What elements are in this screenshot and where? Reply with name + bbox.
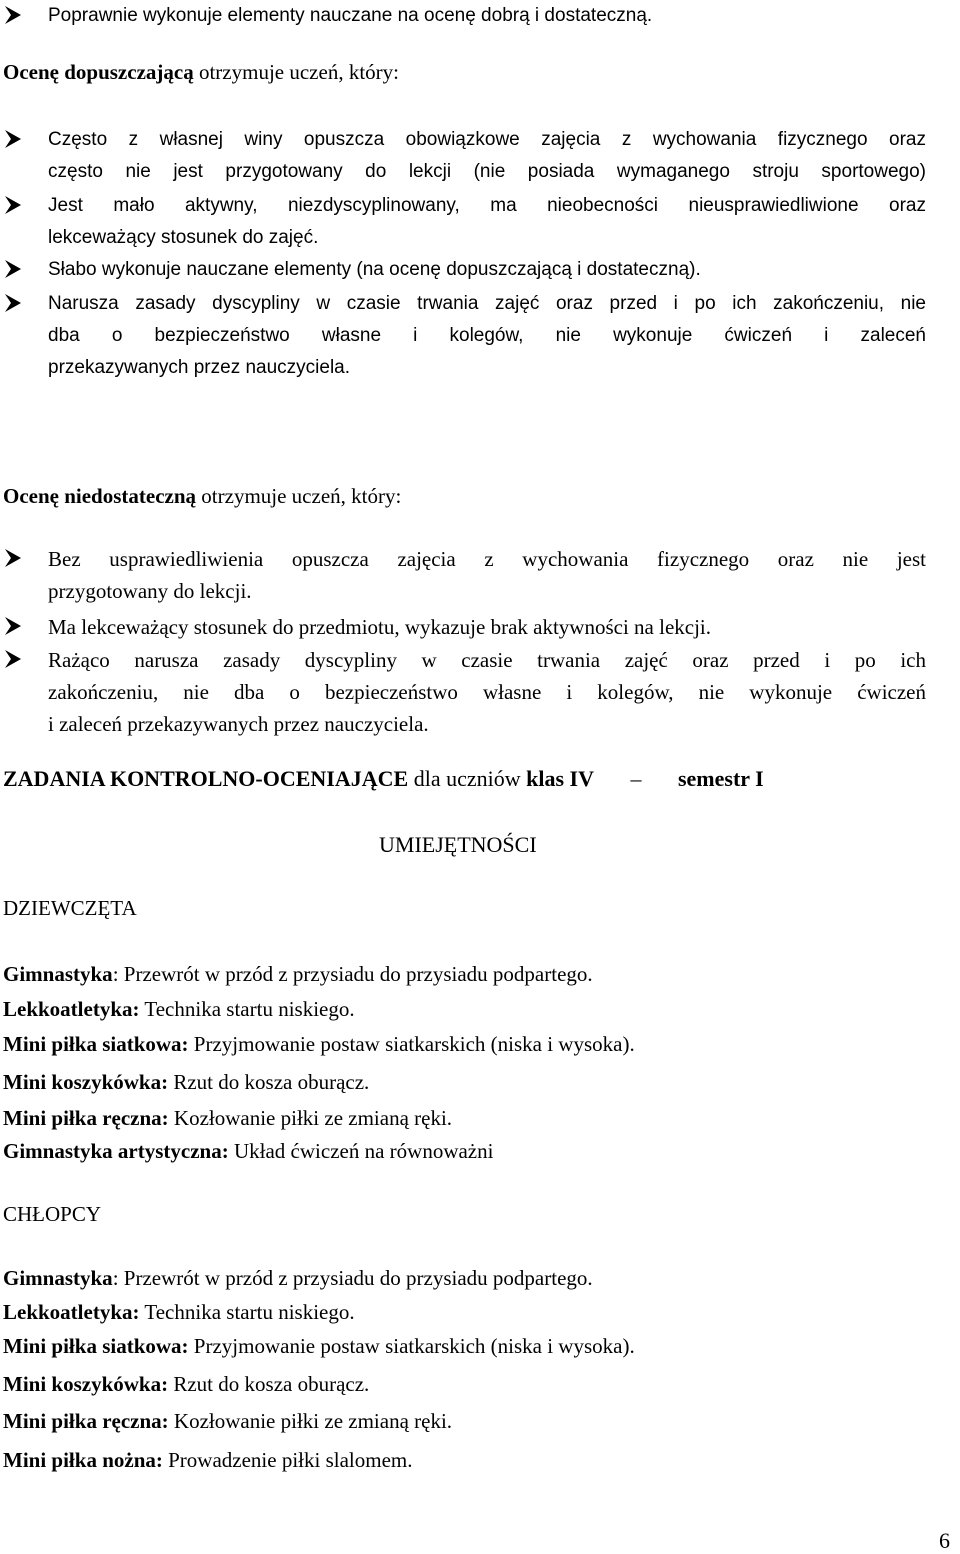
girls-row [3, 1106, 452, 1131]
tasks-heading-normal: dla uczniów [408, 766, 527, 791]
girls-label: DZIEWCZĘTA [3, 896, 137, 920]
arrow-bullet-icon [2, 543, 30, 573]
bullet-line: często nie jest przygotowany do lekcji (nie posiada wymaganego stroju sportowego) [48, 161, 926, 182]
discipline-name: Mini piłka nożna: [3, 1448, 163, 1472]
discipline-name: Gimnastyka [3, 962, 113, 986]
bullet-line: Narusza zasady dyscypliny w czasie trwania zajęć oraz przed i po ich zakończeniu, nie [48, 293, 926, 314]
boys-row [3, 1300, 355, 1325]
arrow-bullet-icon [2, 254, 30, 284]
bullet-line: Często z własnej winy opuszcza obowiązkowe zajęcia z wychowania fizycznego oraz [48, 129, 926, 150]
girls-row [3, 1070, 369, 1095]
heading-rest: otrzymuje uczeń, który: [196, 484, 402, 508]
boys-row [3, 1266, 593, 1291]
discipline-desc: Przewrót w przód z przysiadu do przysiadu podpartego. [123, 962, 593, 986]
girls-row [3, 1032, 635, 1057]
discipline-desc: Przyjmowanie postaw siatkarskich (niska i wysoka). [193, 1334, 635, 1358]
discipline-name: Mini piłka ręczna: [3, 1409, 169, 1433]
boys-row [3, 1409, 452, 1434]
discipline-desc: Technika startu niskiego. [144, 1300, 355, 1324]
tasks-heading-bold: ZADANIA KONTROLNO-OCENIAJĄCE [3, 766, 409, 791]
heading-bold: Ocenę niedostateczną [3, 484, 197, 508]
arrow-bullet-icon [2, 288, 30, 318]
bullet-line: przygotowany do lekcji. [48, 579, 252, 603]
bullet-line: przekazywanych przez nauczyciela. [48, 357, 351, 378]
bullet-item [2, 124, 926, 188]
girls-row [3, 1139, 493, 1164]
discipline-desc: Przewrót w przód z przysiadu do przysiadu podpartego. [123, 1266, 593, 1290]
section-heading [3, 60, 399, 85]
boys-row [3, 1334, 635, 1359]
section-heading [3, 484, 401, 509]
bullet-line: lekceważący stosunek do zajęć. [48, 227, 319, 248]
discipline-name: Lekkoatletyka: [3, 1300, 140, 1324]
girls-row [3, 997, 355, 1022]
boys-label: CHŁOPCY [3, 1202, 102, 1226]
discipline-name: Gimnastyka [3, 1266, 113, 1290]
bullet-item [2, 190, 926, 254]
heading-rest: otrzymuje uczeń, który: [193, 60, 399, 84]
bullet-item [2, 254, 926, 286]
discipline-name: Mini piłka ręczna: [3, 1106, 169, 1130]
discipline-name: Gimnastyka artystyczna: [3, 1139, 229, 1163]
bullet-text: Poprawnie wykonuje elementy nauczane na ocenę dobrą i dostateczną. [48, 5, 653, 26]
tasks-heading-semester: semestr I [677, 766, 764, 791]
discipline-desc: Układ ćwiczeń na równoważni [233, 1139, 494, 1163]
bullet-item [2, 0, 926, 32]
arrow-bullet-icon [2, 190, 30, 220]
bullet-line: zakończeniu, nie dba o bezpieczeństwo własne i kolegów, nie wykonuje ćwiczeń [48, 680, 926, 704]
discipline-name: Mini koszykówka: [3, 1070, 169, 1094]
bullet-item [2, 288, 926, 384]
bullet-item [2, 543, 926, 607]
arrow-bullet-icon [2, 0, 30, 30]
separator: : [112, 1266, 124, 1290]
heading-bold: Ocenę dopuszczającą [3, 60, 194, 84]
bullet-line: Ma lekceważący stosunek do przedmiotu, wykazuje brak aktywności na lekcji. [48, 615, 712, 639]
discipline-desc: Technika startu niskiego. [144, 997, 355, 1021]
discipline-desc: Kozłowanie piłki ze zmianą ręki. [173, 1106, 453, 1130]
tasks-heading-dash: – [630, 766, 642, 791]
boys-row [3, 1372, 369, 1397]
bullet-line: Bez usprawiedliwienia opuszcza zajęcia z wychowania fizycznego oraz nie jest [48, 547, 926, 571]
tasks-heading-class: klas IV [526, 766, 594, 791]
tasks-heading [3, 766, 764, 792]
discipline-desc: Przyjmowanie postaw siatkarskich (niska i wysoka). [193, 1032, 635, 1056]
page-number: 6 [939, 1528, 950, 1553]
discipline-name: Mini piłka siatkowa: [3, 1032, 189, 1056]
bullet-line: i zaleceń przekazywanych przez nauczyciela. [48, 712, 429, 736]
discipline-desc: Rzut do kosza oburącz. [173, 1070, 370, 1094]
skills-heading: UMIEJĘTNOŚCI [379, 832, 537, 857]
boys-row [3, 1448, 413, 1473]
bullet-line: Rażąco narusza zasady dyscypliny w czasie trwania zajęć oraz przed i po ich [48, 648, 926, 672]
discipline-desc: Rzut do kosza oburącz. [173, 1372, 370, 1396]
discipline-name: Mini piłka siatkowa: [3, 1334, 189, 1358]
arrow-bullet-icon [2, 124, 30, 154]
bullet-item [2, 644, 926, 740]
separator: : [112, 962, 124, 986]
bullet-line: Jest mało aktywny, niezdyscyplinowany, ma nieobecności nieusprawiedliwione oraz [48, 195, 926, 216]
discipline-name: Mini koszykówka: [3, 1372, 169, 1396]
discipline-desc: Kozłowanie piłki ze zmianą ręki. [173, 1409, 453, 1433]
arrow-bullet-icon [2, 611, 30, 641]
discipline-name: Lekkoatletyka: [3, 997, 140, 1021]
bullet-line: Słabo wykonuje nauczane elementy (na ocenę dopuszczającą i dostateczną). [48, 259, 701, 280]
girls-row [3, 962, 593, 987]
bullet-line: dba o bezpieczeństwo własne i kolegów, nie wykonuje ćwiczeń i zaleceń [48, 325, 926, 346]
arrow-bullet-icon [2, 644, 30, 674]
bullet-item [2, 611, 926, 643]
discipline-desc: Prowadzenie piłki slalomem. [168, 1448, 413, 1472]
